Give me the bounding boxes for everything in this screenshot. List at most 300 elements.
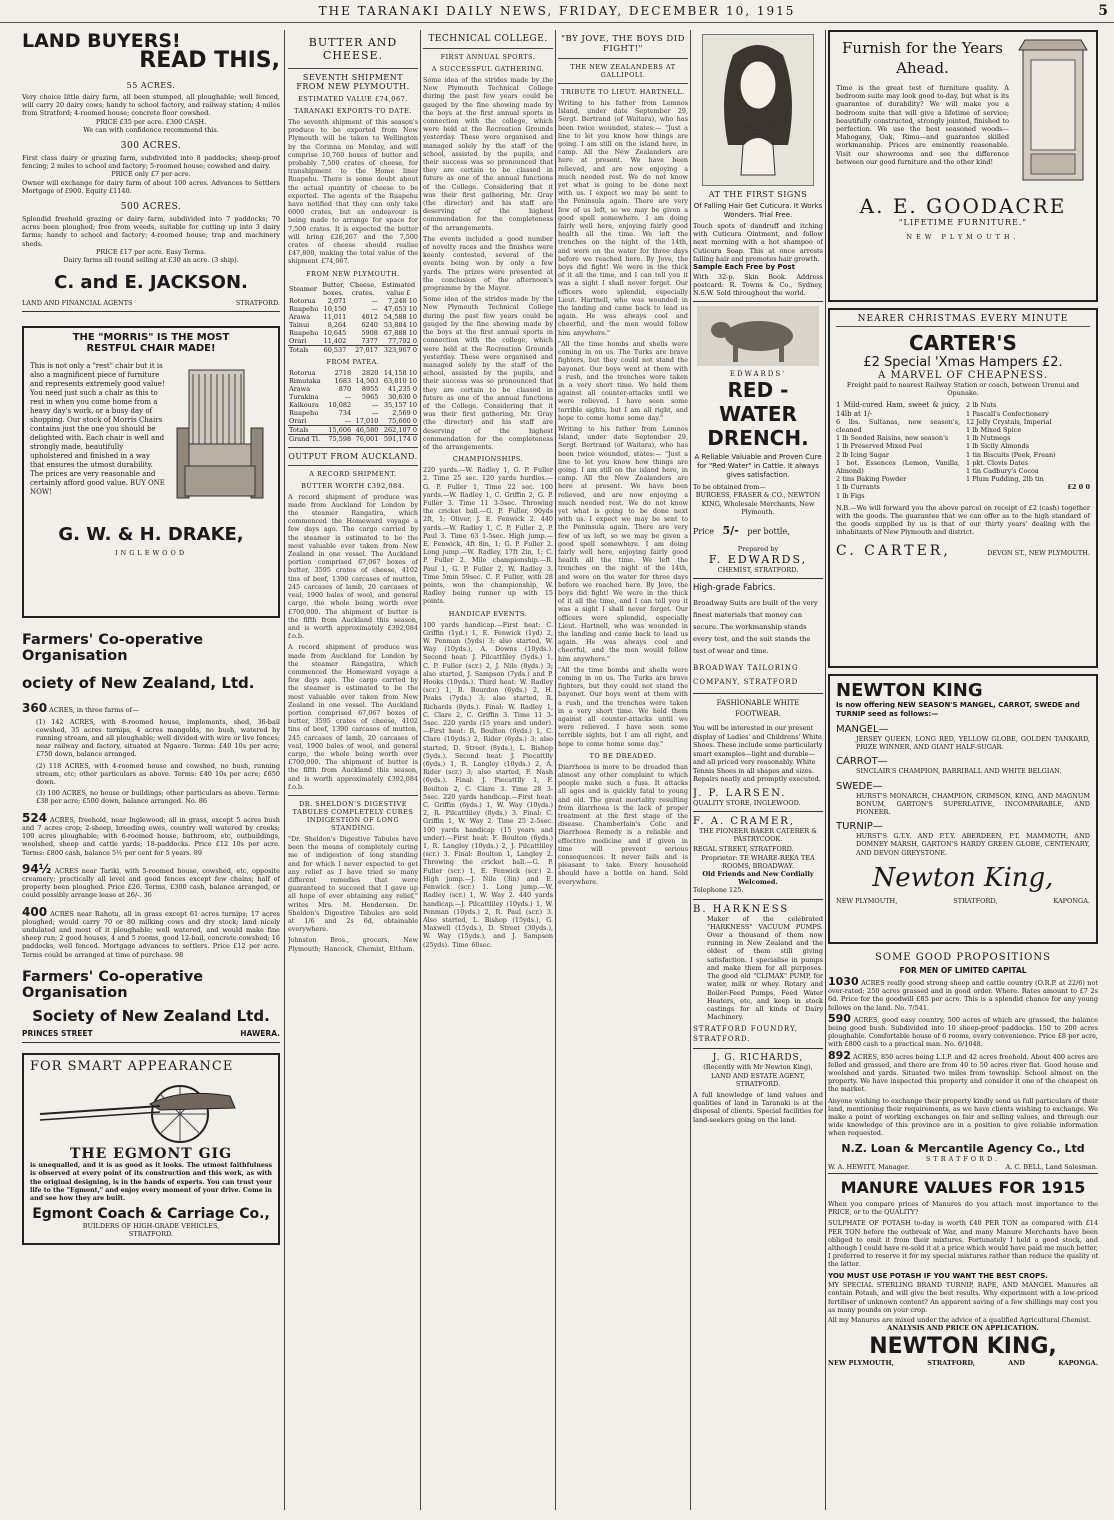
egmont-ad (22, 1053, 280, 1245)
table-cell: 46,580 (355, 425, 379, 434)
harkness-ad (693, 900, 823, 1050)
table-total-row (288, 345, 418, 354)
article-subhead: CHAMPIONSHIPS. (452, 455, 524, 464)
acres-heading: 55 ACRES. (126, 81, 176, 90)
loan-mercantile-ad (828, 950, 1098, 1174)
table-cell: 60,537 (323, 345, 347, 354)
table-cell: 11,011 (323, 312, 347, 321)
column-3 (423, 30, 553, 1520)
table-cell: 47,653 10 (383, 304, 417, 313)
jackson-address (22, 299, 280, 307)
column-rule (825, 30, 826, 1510)
article-paragraph: Writing to his father from Lemnos Island, under date September 29, Sergt. Bertrand (of Waitara), who has been twice wounded, states:— "Just a line to let you know how things are going. I am still on the island here, in camp. All the New Zealanders are here at present. We have been relieved, and are now enjoying a much needed rest. We do not know yet what is going to be done next with us. I expect we may be sent to the Peninsula again. There are very few of us left, so we may be given a good spell somewhere. I am doing fairly well here, enjoying fairly good health all the time. We left the trenches on the night of the 14th, and were on the water for three days before we reached here. By Jove, the boys did fight! We were in the thick of it all the time, and I can tell you it was a sight I shall never forget. Our officers were splendid, especially Lieut. Hartnell, who was wounded in the landing and came back to lead us again. He was always cool and cheerful, and the men would follow him anywhere." (558, 99, 688, 337)
proposition-text: ACRES really good strong sheep and cattle country (O.R.P. at 22/6) not over-rated; 250 acres grassed and in good order. Where. Rates amount to £7 2s 6d. Price for the goodwill £85 per acre. This is a splendid chance for any young fellows on the land. No. 7/541. (828, 979, 1098, 1012)
listing-360 (22, 701, 280, 716)
cuticura-caption: AT THE FIRST SIGNS (708, 190, 808, 199)
table-row (288, 369, 418, 377)
farmers-town: HAWERA. (240, 1028, 280, 1038)
hamper-item: 6 lbs. Sultanas, new season's, cleaned (836, 417, 960, 435)
article-subhead: THE NEW ZEALANDERS AT GALLIPOLI. (570, 63, 676, 79)
newton-king-seeds-ad (828, 674, 1098, 944)
article-paragraph: The seventh shipment of this season's produce to be exported from New Plymouth will be taken to Wellington by the Corinna on Monday, and will comprise 10,760 boxes of butter and probably 7,500 crates of cheese, for transhipment to the Home liner Ruapehu. There is some doubt about the actual quantity of cheese to be exported. The agents of the Ruapehu have notified that they can only take 6000 crates, but an endeavour is being made to arrange for space for 7,500 crates. It is expected the butter will bring £26,267 and the 7,500 crates of cheese should realise £47,800, making the total value of the shipment £74,067. (288, 118, 418, 266)
chair-icon (171, 362, 271, 512)
newton-king-signature: Newton King, (872, 862, 1054, 893)
loan-manager: W. A. HEWITT, Manager. (828, 1162, 910, 1171)
edwards-label: EDWARDS' (729, 370, 787, 379)
gig-illustration (30, 1074, 272, 1146)
page-number: 5 (1098, 3, 1108, 19)
manure-ad (828, 1174, 1098, 1368)
table-cell: Tainui (289, 320, 310, 329)
table-header-cell: Steamer (289, 284, 317, 293)
table-cell: Rimutaka (289, 376, 321, 385)
loan-firm: N.Z. Loan & Mercantile Agency Co., Ltd (841, 1141, 1085, 1155)
drake-body (30, 362, 272, 516)
column-rule (284, 30, 285, 1510)
larsen-sub: QUALITY STORE, INGLEWOOD. (693, 798, 801, 807)
richards-text: A full knowledge of land values and qualities of land in Taranaki is at the disposal of clients. Special facilities for land-seekers going on the land. (693, 1090, 823, 1124)
table-title: FROM PATEA. (326, 357, 380, 366)
drake-heading: RESTFUL CHAIR MADE! (86, 343, 216, 355)
drake-ad (22, 326, 280, 618)
proposition-sub: FOR MEN OF LIMITED CAPITAL (899, 966, 1027, 975)
article-subhead: A SUCCESSFUL GATHERING. (431, 65, 545, 73)
table-cell: 54,588 10 (383, 312, 417, 321)
cramer-ad (693, 812, 823, 900)
hamper-item: 1 lb Currants (836, 483, 880, 492)
listing-text: ACRES, freehold, near Inglewood; all in grass, except 5 acres bush and 7 acres crop; 2-sheep, breeding ewes, country well watered by creeks; 100 acres ploughable; with 6-roomed house, bathroom, etc, outbuildings, woolshed, sheep and cattle yards; 18-paddocks. Price £12 10s per acre. Terms: £800 cash, balance 5½ per cent for 5 years. 89 (22, 815, 280, 857)
carter-note: N.B.—We will forward you the above parcel on receipt of £2 (cash) together with the goods. The guarantee that we can offer as to the high standard of the goods supplied by us is that of our thirty years' dealing with the inhabitants of New Plymouth and district. (836, 503, 1090, 537)
goodacre-town: NEW PLYMOUTH. (906, 233, 1020, 241)
proposition-1030 (828, 975, 1098, 1012)
drake-town: INGLEWOOD (114, 549, 188, 558)
farmers-footer-sub: Society of New Zealand Ltd. (32, 1006, 270, 1025)
table-cell: — (371, 408, 379, 417)
table-row (288, 401, 418, 409)
carter-ad (828, 308, 1098, 668)
hamper-item: 1 tin Cadbury's Cocoa (966, 467, 1039, 476)
footwear-heading: FASHIONABLE WHITE FOOTWEAR. (716, 699, 800, 719)
cuticura-text: Touch spots of dandruff and itching with Cuticura Ointment, and follow next morning with a hot shampoo of Cuticura Soap. This at once arrests falling hair and promotes hair growth. (693, 222, 823, 263)
table-row (288, 417, 418, 426)
table-cell: 870 (338, 384, 352, 393)
town: STRATFORD, (953, 896, 998, 905)
drench-price-tail: per bottle, (747, 526, 790, 536)
land-buyers-ad (22, 30, 280, 312)
table-cell: Turakina (289, 392, 319, 401)
listing-number: 360 (22, 701, 48, 716)
table-row (288, 313, 418, 321)
town: NEW PLYMOUTH, (836, 896, 898, 905)
results-paragraph: 100 yards handicap.—First heat: C. Griffin (1yd.) 1, E. Fenwick (1yd) 2, W. Penman (5yds) 3; also started, W. Way (10yds.), A. Downs (10yds.). Second heat: J. Pilcattliley (5yds.) 1, C. P. Fuller (scr.) 2, J. Nile (8yds.) 3; also started, J. Sampson (7yds.) and P. Hooks (10yds.). Third heat: W. Radley (scr.) 1, B. Bourdon (6yds.) 2, H. Peaks (7yds.) 3; also started, R. Richards (8yds.). Final: W. Radley 1, C. Clare 2, C. Griffin 3. Time 11 3-5sec. 220 yards (15 years and under).—First heat: R. Boulton (6yds.) 1, C. Clare (10yds.) 2, Rider (6yds.) 3; also started, D. Street (8yds.), L. Bishop (5yds.). Second heat: J. Piecattlly (6yds.) 1, R. Langley (10yds.) 2, A. Rider (scr.) 3; also started, F. Nash (6yds.). Final: J. Piecattlly 1, F. Boulton 2, C. Clare 3. Time 28 3-5sec. 220 yards handicap.—First heat: C. Griffin (6yds.) 1, W. Way (10yds.) 2, R. Pilcattliley (8yds.) 3. Final: C. Griffin 1, W. Way 2. Time 25 2-5sec. 100 yards handicap (15 years and under).—First heat: F. Boulton (6yds.) 1, R. Langley (10yds.) 2, J. Pilcattliley (scr.) 3. Final: Boulton 1, Langley 2. Throwing the cricket ball.—G. P. Fuller (scr.) 1, E. Fenwick (scr.) 2. High jump.—J. Nile (3in) and E. Fenwick (scr.) 1. Long jump.—W. Radley (scr.) 1, W. Way 2. 440 yards handicap.—J. Pilcattliley (10yds.) 1, W. Penman (10yds.) 2, R. Paul (scr.) 3. Also started, L. Bishop (15yds.), G. Maxwell (15yds.), D. Street (30yds.), W. Way (15yds.), and J. Sampson (25yds). Time 60sec. (423, 620, 553, 949)
listing-400 (22, 904, 280, 959)
wardrobe-icon (1015, 36, 1090, 186)
cramer-welcome: Old Friends and New Cordially Welcomed. (702, 870, 814, 887)
column-rule (420, 30, 421, 1510)
table-cell: 2820 (361, 368, 379, 377)
listing-number: 400 (22, 904, 48, 919)
drake-text: This is not only a "rest" chair but it is also a magnificent piece of furniture and represents extremely good value! You need just such a chair as this to rest in when you come home from a heavy day's work, or a busy day of shopping. Our stock of Morris Chairs contains just the one you should be delighted with. Each chair is well and strongly made, beautifully upholstered and finished in a way that ensures the utmost durability. The prices are very reasonable and certainly afford good value. BUY ONE NOW! (30, 362, 165, 497)
listing-text: ACRES near Tariki, with 5-roomed house, cowshed, etc, opposite creamery; practically all level and good fences except few chains; half of property been ploughed. Price £26. Terms, £300 cash, balance arranged, or could possibly arrange lease at 26/-. 36 (22, 866, 280, 900)
table-cell: 14,158 10 (383, 368, 417, 377)
hamper-item: 1 lb Sicily Almonds (966, 442, 1030, 451)
patea-table (288, 369, 418, 443)
hamper-item: 12 Jelly Crystals, Imperial (966, 417, 1052, 426)
table-row (288, 385, 418, 393)
table-cell: Ruapehu (289, 408, 319, 417)
gig-icon (30, 1074, 270, 1146)
newton-king-intro: Is now offering NEW SEASON'S MANGEL, CARROT, SWEDE and TURNIP seed as follows:— (836, 701, 1080, 718)
table-header-cell: Cheese, crates. (350, 280, 377, 297)
article-paragraph: Some idea of the strides made by the New Plymouth Technical College during the past few years could be gauged by the fine showing made by the boys at the first annual sports in connection with the college, which were held at the Recreation Grounds yesterday. These were organised and managed solely by the staff of the school, assisted by the pupils, and their success was so pronounced that they are certain to be classed in future as one of the annual functions of the College. Considering that it was their first gathering, Mr. Gray (the director) and his staff are deserving of the highest commendation for the completeness of the arrangements. (423, 76, 553, 232)
cramer-street: REGAL STREET, STRATFORD. (693, 845, 794, 854)
table-cell: 734 (338, 408, 352, 417)
article-subhead: A RECORD SHIPMENT. (309, 469, 397, 478)
cow-icon (697, 306, 819, 366)
article-title: BUTTER AND CHEESE. (308, 36, 398, 62)
article-subhead: DR. SHELDON'S DIGESTIVE TABULES COMPLETELY CURES INDIGESTION OF LONG STANDING. (292, 799, 414, 832)
broadway-ad (693, 579, 823, 694)
drench-chemist: F. EDWARDS, (708, 553, 808, 567)
table-header-cell: Butter, boxes. (322, 280, 345, 297)
table-cell: 67,888 10 (383, 328, 417, 337)
carter-freight: Freight paid to nearest Railway Station or coach, between Urenui and Opunake. (846, 381, 1080, 398)
jackson-town: STRATFORD. (235, 299, 280, 308)
column-1 (22, 30, 280, 1520)
broadway-text: Broadway Suits are built of the very finest materials that money can secure. The workmanship stands every test, and the suit stands the test of wear and time. (693, 599, 818, 656)
table-cell: 76,001 (355, 434, 379, 443)
acres-heading: 500 ACRES. (120, 202, 182, 213)
listing-text: ACRES, in three farms of— (49, 706, 139, 715)
drench-chemist-sub: CHEMIST, STRATFORD. (717, 566, 799, 575)
farmers-footer: Farmers' Co-operative Organisation (22, 968, 204, 1001)
table-header-cell: Estimated value £ (381, 280, 416, 297)
egmont-gig: THE EGMONT GIG (69, 1146, 233, 1163)
larsen-firm: J. P. LARSEN. (693, 787, 787, 799)
read-this-heading: READ THIS, (139, 48, 280, 73)
seed-mangel: MANGEL— (836, 724, 889, 735)
article-subhead: TO BE DREADED. (589, 751, 657, 760)
proposition-590 (828, 1011, 1098, 1049)
table-cell: 2,569 0 (392, 408, 417, 417)
hamper-item: 1 Pascall's Confectionery (966, 409, 1049, 418)
hamper-item: 2 lb Icing Sugar (836, 450, 889, 459)
article-subhead: ESTIMATED VALUE £74,067. (298, 95, 408, 103)
table-cell: — (371, 296, 378, 305)
woman-portrait-icon (703, 35, 813, 185)
divider (288, 68, 418, 69)
divider (423, 48, 553, 49)
richards-firm: J. G. RICHARDS, (712, 1053, 804, 1064)
table-cell: — (371, 400, 379, 409)
land-note: Owner will exchange for dairy farm of about 100 acres. Advances to Settlers Mortgage of £900. Equity £1140. (22, 178, 280, 195)
carter-items-left (836, 401, 960, 499)
loan-staff (828, 1163, 1098, 1171)
hamper-item: 2 tins Baking Powder (836, 475, 907, 484)
hamper-item: 1 lb Nutmegs (966, 434, 1011, 443)
table-cell: 2,071 (327, 296, 347, 305)
table-cell: — (371, 304, 378, 313)
land-text: Splendid freehold grazing or dairy farm, subdivided into 7 paddocks; 70 acres been ploughed; free from weeds, suitable for cutting up into 3 dairy farms; handy to school and factory; 4-roomed house; trap and machinery sheds. (22, 215, 280, 248)
jackson-sub: LAND AND FINANCIAL AGENTS (22, 299, 133, 308)
goodacre-tag: "LIFETIME FURNITURE." (898, 218, 1028, 227)
table-row (288, 297, 418, 305)
article-subhead: TRIBUTE TO LIEUT. HARTNELL. (561, 88, 685, 96)
article-subhead: TARANAKI EXPORTS TO DATE. (294, 107, 412, 115)
article-paragraph: Johnston Bros., grocers, New Plymouth; Hancock, Chemist, Eltham. (288, 936, 418, 953)
cramer-sub: THE PIONEER BAKER CATERER & PASTRYCOOK. (698, 827, 818, 844)
table-cell: 5908 (361, 328, 378, 337)
proposition-892 (828, 1048, 1098, 1094)
proposition-heading: SOME GOOD PROPOSITIONS (875, 952, 1051, 963)
table-cell: Rotorua (289, 296, 316, 305)
article-paragraph: Writing to his father from Lemnos Island, under date September 29, Sergt. Bertrand (of Waitara), who has been twice wounded, states:— "Just a line to let you know how things are going. I am still on the island here, in camp. All the New Zealanders are here at present. We have been relieved, and are now enjoying a much needed rest. We do not know yet what is going to be done next with us. I expect we may be sent to the Peninsula again. There are very few of us left, so we may be given a good spell somewhere. I am doing fairly well here, enjoying fairly good health all the time. We left the trenches on the night of the 14th, and were on the water for three days before we reached here. By Jove, the boys did fight! We were in the thick of it all the time, and I can tell you it was a sight I shall never forget. Our officers were splendid, especially Lieut. Hartnell, who was wounded in the landing and came back to lead us again. He was always cool and cheerful, and the men would follow him anywhere." (558, 424, 688, 663)
land-note: We can with confidence recommend this. (83, 125, 219, 134)
richards-ad (693, 1049, 823, 1127)
column-4 (558, 30, 688, 1520)
listing-sub: (1) 142 ACRES, with 8-roomed house, implements, shed, 36-bail cowshed, 35 acres turnips, 4 acres mangolds, no bush, watered by running stream, and all ploughable; well divided with wire or live fences; near railway and factory, situated at Ngaere. Terms: £40 10s per acre; £750 down, balance arranged. (36, 717, 280, 759)
divider (288, 447, 418, 448)
table-cell: Grand Tl. (289, 434, 321, 443)
cuticura-address: With 32-p. Skin Book. Address postcard: R. Towns & Co., Sydney, N.S.W. Sold throughout the world. (693, 272, 823, 297)
newton-king-title: NEWTON KING (836, 680, 983, 701)
carter-address: DEVON ST., NEW PLYMOUTH. (987, 548, 1090, 557)
carter-hamper: £2 Special 'Xmas Hampers £2. (863, 355, 1063, 370)
drench-obtain: To be obtained from— (693, 483, 766, 492)
divider (288, 465, 418, 466)
table-cell: 11,402 (323, 336, 347, 345)
table-cell: 4012 (361, 312, 378, 321)
table-cell: 75,598 (328, 434, 352, 443)
loan-salesman: A. C. BELL, Land Salesman. (1005, 1162, 1098, 1171)
seed-mangel-text: JERSEY QUEEN, LONG RED, YELLOW GLOBE, GOLDEN TANKARD, PRIZE WINNER, AND GIANT HALF-SUGAR. (856, 735, 1090, 752)
table-cell: 323,967 0 (383, 345, 417, 354)
table-total-row (288, 434, 418, 443)
hamper-item: 1 lb Preserved Mixed Peel (836, 442, 923, 451)
carter-signature (836, 543, 1090, 559)
column-rule (690, 30, 691, 1510)
broadway-heading: High-grade Fabrics. (693, 583, 776, 594)
table-cell: 27,017 (355, 345, 378, 354)
article-paragraph: Some idea of the strides made by the New Plymouth Technical College during the past few years could be gauged by the fine showing made by the boys at the first annual sports in connection with the college, which were held at the Recreation Grounds yesterday. These were organised and managed solely by the staff of the school, assisted by the pupils, and their success was so pronounced that they are certain to be classed in future as one of the annual functions of the College. Considering that it was their first gathering, Mr. Gray (the director) and his staff are deserving of the highest commendation for the completeness of the arrangements. (423, 295, 553, 451)
table-title: FROM NEW PLYMOUTH. (306, 269, 400, 278)
cramer-tel: Telephone 125. (693, 886, 744, 895)
table-cell: 41,235 0 (388, 384, 417, 393)
drench-agent: BURGESS, FRASER & CO., NEWTON KING, Wholesale Merchants, New Plymouth. (695, 491, 821, 516)
farmers-address (22, 1029, 280, 1039)
shipment-table (288, 281, 418, 354)
article-title: "BY JOVE, THE BOYS DID FIGHT!" (561, 34, 685, 54)
table-cell: 10,150 (323, 304, 347, 313)
table-cell: 15,606 (328, 425, 352, 434)
listing-number: 94½ (22, 861, 52, 876)
seed-swede-text: HURST'S MONARCH, CHAMPION, CRIMSON, KING, AND MAGNUM BONUM, GARTON'S SUPERLATIVE, INCOMPARABLE, AND PIONEER. (856, 791, 1090, 817)
carter-items (836, 401, 1090, 499)
seed-carrot-text: SINCLAIR'S CHAMPION, BARRIBALL AND WHITE BELGIAN. (856, 767, 1062, 776)
table-cell: 262,107 0 (383, 425, 417, 434)
proposition-number: 590 (828, 1011, 851, 1025)
drench-prepared: Prepared by (737, 544, 779, 553)
table-cell: Orari (289, 336, 307, 345)
article-subhead: SEVENTH SHIPMENT FROM NEW PLYMOUTH. (296, 73, 410, 91)
hamper-item: 1 lb Seeded Raisins, new season's (836, 434, 949, 443)
drench-text: A Reliable Valuable and Proven Cure for "Red Water" in Cattle. It always gives satisfaction. (694, 453, 822, 480)
harkness-firm: B. HARKNESS (693, 903, 790, 915)
seed-carrot: CARROT— (836, 756, 888, 768)
table-cell: 75,600 0 (388, 416, 417, 425)
drench-price-line (693, 524, 823, 537)
cattle-illustration (697, 306, 819, 366)
table-cell: 10,082 (328, 400, 352, 409)
table-cell: 30,630 0 (388, 392, 417, 401)
cuticura-sample: Sample Each Free by Post (693, 263, 795, 272)
table-cell: Kaikoura (289, 400, 319, 409)
farmers-ad (22, 632, 280, 1043)
table-cell: Orari (289, 416, 307, 425)
table-cell: 77,792 0 (388, 336, 417, 345)
town: STRATFORD, (927, 1359, 976, 1368)
carter-banner: NEARER CHRISTMAS EVERY MINUTE (836, 314, 1090, 327)
woman-portrait-illustration (702, 34, 814, 186)
drench-ad (693, 306, 823, 579)
article-paragraph: "Dr. Sheldon's Digestive Tabules have been the means of completely curing me of indigestion of long standing and for which I never expected to get any relief as I have tried so many different remedies that were guaranteed to succeed that I gave up all hope of ever obtaining any relief," writes Mrs. M. Hendersen. Dr. Sheldon's Digestive Tabules are sold at 1/6 and 2s 6d, obtainable everywhere. (288, 834, 418, 934)
table-cell: Totals (289, 345, 309, 354)
table-cell: 14,503 (355, 376, 379, 385)
goodacre-ad (828, 30, 1098, 302)
harkness-foundry: STRATFORD FOUNDRY, STRATFORD. (693, 1025, 799, 1043)
article-subhead: OUTPUT FROM AUCKLAND. (288, 451, 418, 461)
table-cell: 2718 (334, 368, 352, 377)
hamper-total: £2 0 0 (1067, 483, 1090, 492)
richards-sub: (Recently with Mr Newton King), LAND AND ESTATE AGENT, STRATFORD. (703, 1063, 813, 1088)
table-cell: — (344, 392, 352, 401)
hamper-item: 2 lb Nuts (966, 401, 997, 410)
table-cell: Ruapehu (289, 304, 319, 313)
table-cell: 5965 (361, 392, 379, 401)
land-note: Dairy farms all round selling at £30 an acre. (3 ship). (63, 256, 239, 265)
table-cell: 8955 (361, 384, 379, 393)
goodacre-copy (836, 36, 1009, 190)
manure-title: MANURE VALUES FOR 1915 (840, 1178, 1086, 1198)
proposition-number: 892 (828, 1048, 851, 1062)
listing-sub: (3) 100 ACRES, no house or buildings; other particulars as above. Terms: £38 per acre; £500 down, balance arranged. No. 86 (36, 789, 280, 806)
table-cell: 10,645 (323, 328, 347, 337)
acres-heading: 300 ACRES. (120, 141, 182, 152)
proposition-text: ACRES, good easy country, 500 acres of which are grassed, the balance being good bush. Subdivided into 10 sheep-proof paddocks. 150 to 200 acres ploughable. Comfortable house of 6 rooms, every convenience. Price £8 per acre, with £800 cash to a practical man. No. 6/1048. (828, 1015, 1098, 1049)
drench-price-label: Price (693, 526, 714, 536)
table-cell: Arawa (289, 384, 311, 393)
table-cell: 591,174 0 (383, 434, 417, 443)
table-cell: Totals (289, 425, 309, 434)
town: KAPONGA. (1058, 1359, 1098, 1368)
carter-marvel: A MARVEL OF CHEAPNESS. (878, 370, 1048, 381)
farmers-street: PRINCES STREET (22, 1028, 93, 1038)
table-cell: 53,884 10 (383, 320, 417, 329)
article-paragraph: A record shipment of produce was made from Auckland for London by the steamer Rangatira, which commenced the Homeward voyage a few days ago. The cargo carried by the steamer is estimated to be the most valuable ever taken from New Zealand in one vessel. The Auckland portion comprised 67,067 boxes of butter, 3595 crates of cheese, 4102 tins of beef, 1390 carcases of mutton, 245 carcases of lamb, 20 carcases of veal, 1900 bales of wool, and general cargo, the whole being worth over £700,000. The shipment of butter is the fifth from Auckland this season, and is worth approximately £392,084 f.o.b. (288, 643, 418, 791)
goodacre-top (836, 36, 1090, 190)
column-6 (828, 30, 1098, 1520)
table-cell: 6240 (361, 320, 378, 329)
table-cell: Arawa (289, 312, 311, 321)
table-total-row (288, 425, 418, 434)
seed-turnip: TURNIP— (836, 821, 883, 833)
land-text: Very choice little dairy farm, all been stumped, all ploughable; well fenced, will carry 20 dairy cows; handy to school factory, and railway station; 4 miles from Stratford; 4-roomed house; concrete floor cowshed. (22, 93, 280, 118)
listing-number: 524 (22, 810, 48, 825)
table-header-row (288, 281, 418, 297)
newton-king-towns (836, 897, 1090, 905)
manure-analysis-note: All my Manures are mixed under the advice of a qualified Agricultural Chemist. (828, 1316, 1091, 1324)
article-subhead: BUTTER WORTH £392,084. (301, 481, 405, 490)
cramer-prop: Proprietor: TE WHARE-REKA TEA ROOMS, BROADWAY. (701, 853, 815, 870)
manure-intro: When you compare prices of Manures do you attach most importance to the PRICE, or to the QUALITY? (828, 1200, 1098, 1217)
broadway-firm: BROADWAY TAILORING COMPANY, STRATFORD (693, 664, 799, 687)
proposition-text: ACRES, 850 acres being L.I.P. and 42 acres freehold. About 400 acres are felled and grassed, and there are from 40 to 50 acres river flat. Good house and woolshed and yards. Situated two miles from township. School almost on the property. We have inspected this property and consider it one of the cheapest on the market. (828, 1052, 1098, 1094)
article-subhead: FIRST ANNUAL SPORTS. (440, 53, 536, 61)
divider (558, 83, 688, 84)
table-row (288, 377, 418, 385)
town: KAPONGA. (1053, 896, 1090, 905)
manure-towns (828, 1359, 1098, 1367)
goodacre-firm: A. E. GOODACRE (859, 194, 1067, 218)
farmers-heading: Farmers' Co-operative Organisation (22, 632, 204, 665)
land-price: PRICE only £7 per acre. (111, 170, 191, 179)
listing-524 (22, 810, 280, 857)
hamper-item: 1 lb Mixed Spice (966, 426, 1022, 435)
land-price: PRICE £35 per acre. £300 CASH. (95, 117, 207, 126)
manure-signature: NEWTON KING, (869, 1334, 1057, 1360)
drench-title: RED - WATER DRENCH. (707, 378, 809, 451)
cramer-firm: F. A. CRAMER, (693, 816, 795, 828)
loan-town: STRATFORD. (925, 1154, 1001, 1163)
column-2 (288, 30, 418, 1520)
table-cell: 7377 (361, 336, 378, 345)
egmont-text: is unequalled, and it is as good as it looks. The utmost faithfulness is observed at every point of its construction and this work, as with the original designing, is in the hands of experts. You can trust your life to the "Egmont," and enjoy every moment of your drive. Come in and see how they are built. (30, 1162, 272, 1203)
drake-firm: G. W. & H. DRAKE, (58, 524, 244, 546)
morris-chair-illustration (171, 362, 271, 516)
table-row (288, 329, 418, 337)
town: AND (1008, 1359, 1025, 1368)
farmers-heading-sub: ociety of New Zealand, Ltd. (22, 674, 255, 693)
article-paragraph: Diarrhoea is more to be dreaded than almost any other complaint to which people make such a fuss. It attacks all ages and is quickly fatal to young and old. The great mortality resulting from diarrhoea is the lack of proper treatment at the first stage of the disease. Chamberlain's Colic and Diarrhoea Remedy is a reliable and effective medicine and if given in time will prevent serious consequences. It never fails and is pleasant to take. Every household should have a bottle on hand. Sold everywhere. (558, 762, 688, 886)
hamper-item: 1 pkt. Clovis Dates (966, 458, 1029, 467)
seed-turnip-text: HURST'S G.T.Y. AND P.T.Y. ABERDEEN, P.T. MAMMOTH, AND DOMNEY MARSH, GARTON'S HARDY GREEN GLOBE, CENTENARY, AND DEVON GREYSTONE. (856, 832, 1090, 857)
table-row (288, 409, 418, 417)
egmont-heading: FOR SMART APPEARANCE (30, 1059, 234, 1075)
article-subhead: HANDICAP EVENTS. (448, 609, 528, 618)
table-row (288, 321, 418, 329)
goodacre-text: Time is the great test of furniture quality. A bedroom suite may look good to-day, but what is its guarantee of durability? We will make you a bedroom suite that will give a lifetime of service; beautifully constructed, strongly jointed, finished to perfection. We use the best seasoned woods—Mahogany, Oak, Rimu—and guarantee skilled workmanship. Prices are eminently reasonable. Visit our showrooms and see the difference between our good furniture and the other kind! (836, 84, 1009, 166)
table-cell: — (344, 416, 352, 425)
cuticura-line: Of Falling Hair Get Cuticura. It Works Wonders. Trial Free. (693, 202, 823, 219)
column-rule (555, 30, 556, 1510)
town: NEW PLYMOUTH, (828, 1359, 894, 1368)
egmont-town: STRATFORD. (128, 1230, 174, 1239)
goodacre-heading: Furnish for the Years Ahead. (842, 39, 1003, 77)
listing-sub: (2) 118 ACRES, with 4-roomed house and cowshed, no bush, running stream, etc; other particulars as above. Terms: £40 10s per acre; £650 down. (36, 761, 280, 787)
masthead-title: THE TARANAKI DAILY NEWS, FRIDAY, DECEMBER 10, 1915 (318, 4, 796, 18)
harkness-text: Maker of the celebrated "HARKNESS" VACUUM PUMPS. Over a thousand of them now running in New Zealand and the oldest of them still giving satisfaction. I specialise in pumps and make them for all purposes. The good old "CLIMAX" PUMP, for water, milk or whey. Rotary and Boiler-Feed Pumps, Feed Water Heaters, etc, and keep in stock castings for all kinds of Dairy Machinery. (707, 914, 823, 1022)
carter-items-right (966, 401, 1090, 499)
footwear-text: You will be interested in our present display of Ladies' and Childrens' White Shoes. These include some particularly smart examples—light and durable—and all priced very reasonably. White Tennis Shoes in all shapes and sizes. Repairs neatly and promptly executed. (693, 724, 823, 784)
divider (288, 795, 418, 796)
carter-title: CARTER'S (909, 331, 1017, 355)
manure-must: YOU MUST USE POTASH IF YOU WANT THE BEST CROPS. (828, 1271, 1048, 1280)
listing-94 (22, 861, 280, 900)
masthead (0, 0, 1114, 23)
hamper-item: 1 Mild-cured Ham, sweet & juicy, 14lb at 1/- (836, 401, 960, 418)
article-paragraph: The events included a good number of novelty races and the finishes were keenly contested, several of the events being won by only a few yards. The prizes were presented at the conclusion of the afternoon's programme by the Mayor. (423, 234, 553, 293)
table-row (288, 393, 418, 401)
